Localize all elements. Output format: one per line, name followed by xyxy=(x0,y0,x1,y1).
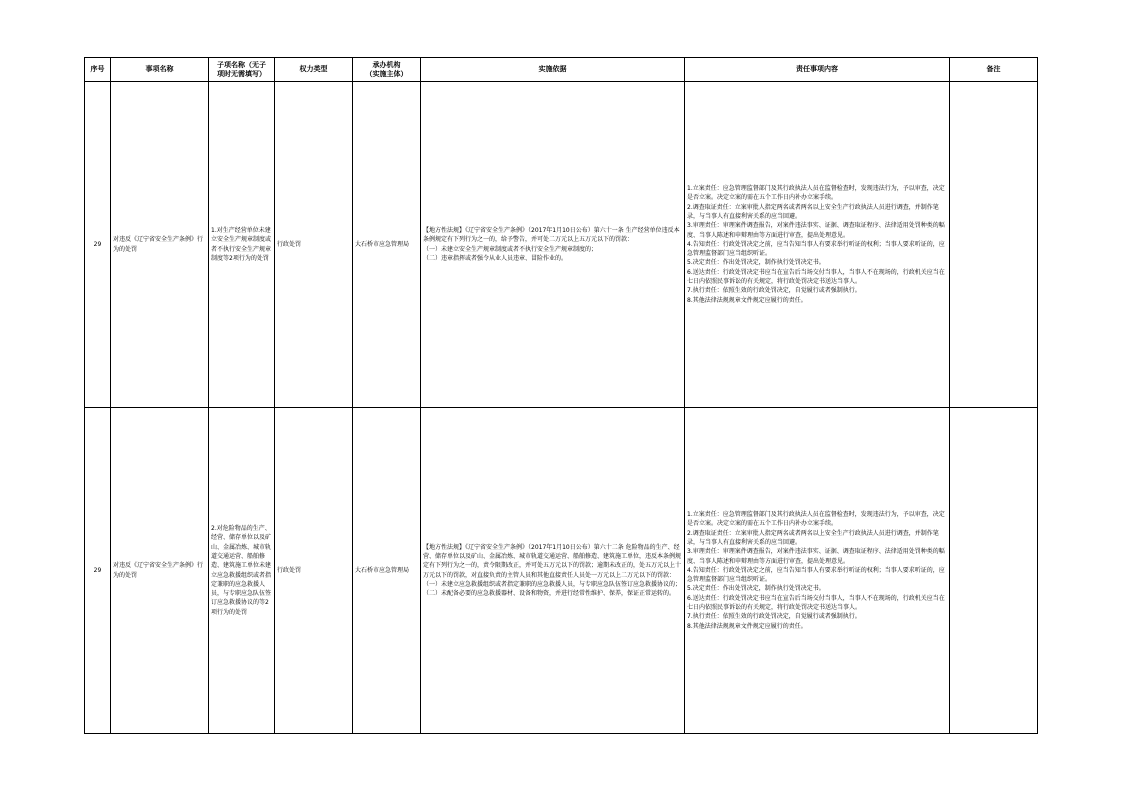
basis-cell xyxy=(421,82,685,408)
responsibility-line: 1.立案责任：应急管理监督部门及其行政执法人员在监督检查时，发现违法行为，予以审查，决定是否立案。决定立案的需在五个工作日内补办立案手续。 xyxy=(687,185,945,202)
row-number: 29 xyxy=(85,82,111,408)
power-type: 行政处罚 xyxy=(275,82,353,408)
sub-item-name: 2.对危险物品的生产、经营、储存单位以及矿山、金属冶炼、城市轨道交通运营、船舶修造、建筑施工单位未建立应急救援组织或者指定兼职的应急救援人员，与专职应急队伍签订应急救援协议的等2项行为的处罚 xyxy=(209,408,275,734)
organization: 大石桥市应急管理局 xyxy=(353,82,421,408)
header-responsibility: 责任事项内容 xyxy=(685,58,950,82)
header-organization-line1: 承办机构 xyxy=(372,60,401,69)
remark-cell xyxy=(950,408,1038,734)
responsibility-line: 3.审理责任：审理案件调查报告，对案件违法事实、证据、调查取证程序、法律适用处罚种类的幅度、当事人陈述和申辩理由等方面进行审查，提出处理意见。 xyxy=(687,222,945,239)
responsibility-line: 3.审理责任：审理案件调查报告，对案件违法事实、证据、调查取证程序、法律适用处罚种类的幅度、当事人陈述和申辩理由等方面进行审查，提出处理意见。 xyxy=(687,548,945,565)
responsibility-line: 4.告知责任：行政处罚决定之前，应当告知当事人有要求举行听证的权利；当事人要求听证的，应急管理监督部门应当组织听证。 xyxy=(687,566,945,584)
header-row xyxy=(85,58,1038,82)
responsibility-line: 5.决定责任：作出处罚决定，制作执行处罚决定书。 xyxy=(687,585,825,593)
responsibility-line: 2.调查取证责任：立案审批人指定两名或者两名以上安全生产行政执法人员进行调查，并制作笔录，与当事人有直接利害关系的应当回避。 xyxy=(687,529,939,546)
responsibility-line: 6.送达责任：行政处罚决定书应当在宣告后当场交付当事人，当事人不在现场的，行政机关应当在七日内依照民事诉讼的有关规定，将行政处罚决定书送达当事人。 xyxy=(687,268,945,286)
responsibility-line: 1.立案责任：应急管理监督部门及其行政执法人员在监督检查时，发现违法行为，予以审查，决定是否立案。决定立案的需在五个工作日内补办立案手续。 xyxy=(687,511,945,528)
responsibility-line: 7.执行责任：依照生效的行政处罚决定，自觉履行或者强制执行。 xyxy=(687,287,861,295)
basis-line: 【地方性法规】《辽宁省安全生产条例》（2017年1月10日公布）第六十二条 危险物品的生产、经营、储存单位以及矿山、金属冶炼、城市轨道交通运营、船舶修造、建筑施工单位，违反本条例规定有下列行为之一的，责令限期改正，并可处五万元以下的罚款；逾期未改正的，处五万元以上十万元以下的罚款，对直接负责的主管人员和其他直接责任人员处一万元以上二万元以下的罚款： xyxy=(423,543,682,579)
power-type: 行政处罚 xyxy=(275,408,353,734)
power-list-table xyxy=(84,57,1038,734)
item-name: 对违反《辽宁省安全生产条例》行为的处罚 xyxy=(111,408,209,734)
sub-item-name: 1.对生产经营单位未建立安全生产规章制度或者不执行安全生产规章制度等2项行为的处罚 xyxy=(209,82,275,408)
basis-line: （二）未配备必要的应急救援器材、设备和物资，并进行经常性维护、保养，保证正常运转的。 xyxy=(423,590,676,598)
responsibility-cell xyxy=(685,82,950,408)
basis-line: （一）未建立安全生产规章制度或者不执行安全生产规章制度的； xyxy=(423,245,598,253)
remark-cell xyxy=(950,82,1038,408)
responsibility-line: 8.其他法律法规规章文件规定应履行的责任。 xyxy=(687,296,807,304)
header-organization-line2: （实施主体） xyxy=(365,69,408,78)
responsibility-cell xyxy=(685,408,950,734)
header-sub-item xyxy=(209,58,275,82)
basis-line: （一）未建立应急救援组织或者指定兼职的应急救援人员，与专职应急队伍签订应急救援协议的； xyxy=(423,580,682,588)
basis-cell xyxy=(421,408,685,734)
header-basis: 实施依据 xyxy=(421,58,685,82)
header-remark: 备注 xyxy=(950,58,1038,82)
responsibility-line: 8.其他法律法规规章文件规定应履行的责任。 xyxy=(687,622,807,630)
basis-line: 【地方性法规】《辽宁省安全生产条例》（2017年1月10日公布）第六十一条 生产经营单位违反本条例规定有下列行为之一的，给予警告，并可处二万元以上五万元以下的罚款： xyxy=(423,226,680,244)
header-item-name: 事项名称 xyxy=(111,58,209,82)
responsibility-line: 4.告知责任：行政处罚决定之前，应当告知当事人有要求举行听证的权利；当事人要求听证的，应急管理监督部门应当组织听证。 xyxy=(687,240,945,258)
table-row xyxy=(85,408,1038,734)
responsibility-line: 2.调查取证责任：立案审批人指定两名或者两名以上安全生产行政执法人员进行调查，并制作笔录，与当事人有直接利害关系的应当回避。 xyxy=(687,203,939,220)
header-organization xyxy=(353,58,421,82)
basis-line: （二）违章指挥或者强令从业人员违章、冒险作业的。 xyxy=(423,254,568,262)
row-number: 29 xyxy=(85,408,111,734)
responsibility-line: 6.送达责任：行政处罚决定书应当在宣告后当场交付当事人，当事人不在现场的，行政机关应当在七日内依照民事诉讼的有关规定，将行政处罚决定书送达当事人。 xyxy=(687,594,945,612)
responsibility-line: 5.决定责任：作出处罚决定，制作执行处罚决定书。 xyxy=(687,259,825,267)
organization: 大石桥市应急管理局 xyxy=(353,408,421,734)
header-no: 序号 xyxy=(85,58,111,82)
header-sub-item-line1: 子项名称（无子 xyxy=(217,60,266,69)
responsibility-line: 7.执行责任：依照生效的行政处罚决定，自觉履行或者强制执行。 xyxy=(687,613,861,621)
table-row xyxy=(85,82,1038,408)
item-name: 对违反《辽宁省安全生产条例》行为的处罚 xyxy=(111,82,209,408)
header-power-type: 权力类型 xyxy=(275,58,353,82)
header-sub-item-line2: 项时无需填写） xyxy=(217,69,266,78)
